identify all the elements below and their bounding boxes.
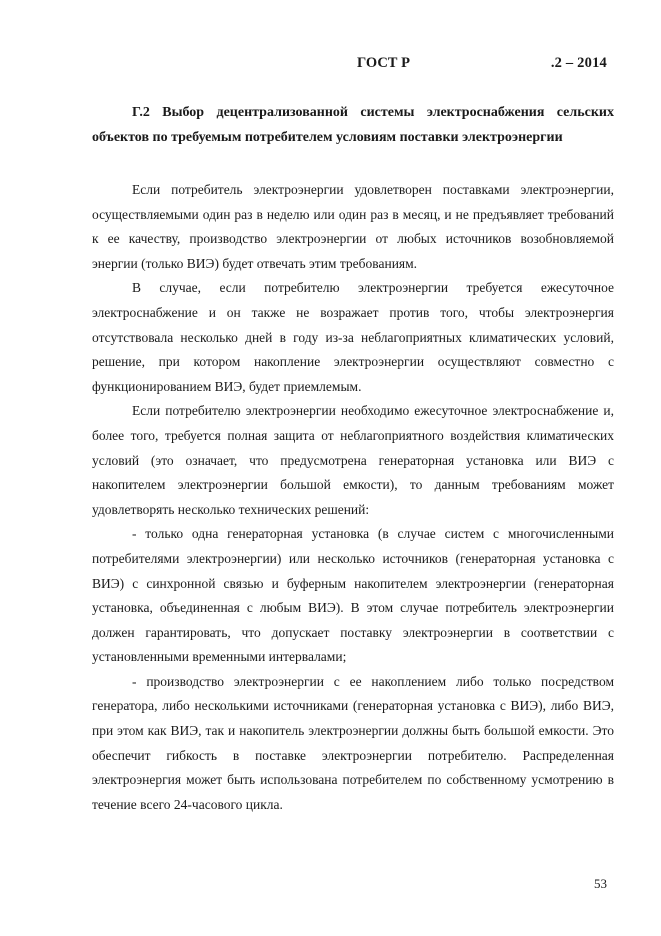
page-number: 53 (594, 876, 607, 891)
standard-number: .2 – 2014 (550, 55, 607, 71)
body-text (92, 178, 614, 817)
section-title-line-1: Г.2 Выбор децентрализованной системы электроснабжения сельских (132, 105, 614, 120)
paragraph-2: В случае, если потребителю электроэнергии требуется ежесуточное электроснабжение и он также не возражает против того, чтобы электроэнергия отсутствовала несколько дней в году из-за неблагоприятных климатических условий, решение, при котором накопление электроэнергии осуществляют совместно с функционированием ВИЭ, будет приемлемым. (92, 280, 614, 394)
section-title (92, 100, 614, 150)
paragraph-1: Если потребитель электроэнергии удовлетворен поставками электроэнергии, осуществляемыми один раз в неделю или один раз в месяц, и не предъявляет требований к ее качеству, производство электроэнергии от любых источников возобновляемой энергии (только ВИЭ) будет отвечать этим требованиям. (92, 182, 614, 271)
list-item-1: - только одна генераторная установка (в случае систем с многочисленными потребителями электроэнергии) или несколько источников (генераторная установка с ВИЭ) с синхронной связью и буферным накопителем электроэнергии (генераторная установка, объединенная с любым ВИЭ). В этом случае потребитель электроэнергии должен гарантировать, что допускает поставку электроэнергии в соответствии с установленными временными интервалами; (92, 526, 614, 665)
list-item-2: - производство электроэнергии с ее накоплением либо только посредством генератора, либо несколькими источниками (генераторная установка с ВИЭ), либо ВИЭ, при этом как ВИЭ, так и накопитель электроэнергии должны быть большой емкости. Это обеспечит гибкость в поставке электроэнергии потребителю. Распределенная электроэнергия может быть использована потребителем по собственному усмотрению в течение всего 24-часового цикла. (92, 673, 614, 812)
standard-designation: ГОСТ Р (357, 55, 410, 71)
section-title-line-2: объектов по требуемым потребителем условиям поставки электроэнергии (92, 130, 563, 145)
paragraph-3: Если потребителю электроэнергии необходимо ежесуточное электроснабжение и, более того, требуется полная защита от неблагоприятного воздействия климатических условий (это означает, что предусмотрена генераторная установка или ВИЭ с накопителем электроэнергии большой емкости), то данным требованиям может удовлетворять несколько технических решений: (92, 403, 614, 517)
